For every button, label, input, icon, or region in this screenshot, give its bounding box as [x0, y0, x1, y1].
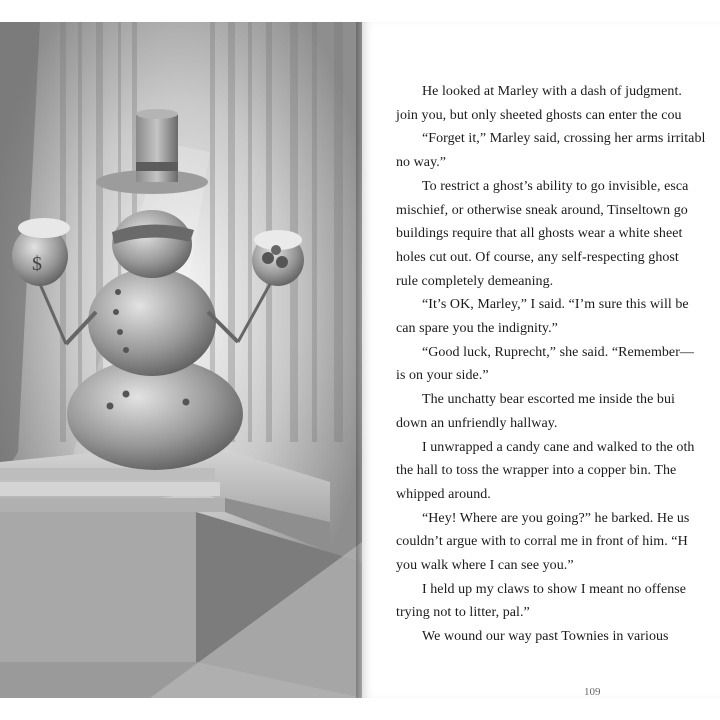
text-line: To restrict a ghost’s ability to go invisible, esca: [422, 178, 689, 194]
text-line: buildings require that all ghosts wear a white sheet: [396, 226, 683, 242]
text-line: “Good luck, Ruprecht,” she said. “Remember—: [422, 344, 694, 360]
text-line: “Hey! Where are you going?” he barked. He us: [422, 510, 690, 526]
illustration-page: [0, 22, 362, 698]
money-bag-symbol: $: [32, 253, 42, 275]
text-line: holes cut out. Of course, any self-respecting ghost: [396, 249, 679, 265]
snowman-illustration: [0, 22, 362, 698]
text-line: I held up my claws to show I meant no offense: [422, 581, 687, 597]
text-line: whipped around.: [396, 486, 491, 502]
text-line: couldn’t argue with to corral me in front of him. “H: [396, 534, 688, 550]
text-line: down an unfriendly hallway.: [396, 415, 558, 431]
text-line: mischief, or otherwise sneak around, Tinseltown go: [396, 202, 688, 218]
text-line: The unchatty bear escorted me inside the bui: [422, 392, 675, 408]
text-line: “Forget it,” Marley said, crossing her arms irritabl: [422, 131, 706, 147]
text-line: I unwrapped a candy cane and walked to the oth: [422, 439, 695, 455]
story-text: [396, 80, 720, 649]
text-line: “It’s OK, Marley,” I said. “I’m sure this will be: [422, 297, 689, 313]
text-line: rule completely demeaning.: [396, 273, 554, 289]
text-line: you walk where I can see you.”: [396, 558, 574, 574]
page-number: 109: [584, 686, 601, 698]
text-line: no way.”: [396, 155, 447, 171]
text-line: trying not to litter, pal.”: [396, 605, 530, 621]
text-line: can spare you the indignity.”: [396, 321, 558, 337]
book-spread: [0, 22, 720, 698]
text-page: [362, 22, 720, 698]
text-line: join you, but only sheeted ghosts can enter the cou: [396, 107, 682, 123]
text-line: We wound our way past Townies in various: [422, 629, 669, 645]
text-line: He looked at Marley with a dash of judgment.: [422, 84, 682, 99]
text-line: is on your side.”: [396, 368, 489, 384]
text-line: the hall to toss the wrapper into a copper bin. The: [396, 463, 677, 479]
